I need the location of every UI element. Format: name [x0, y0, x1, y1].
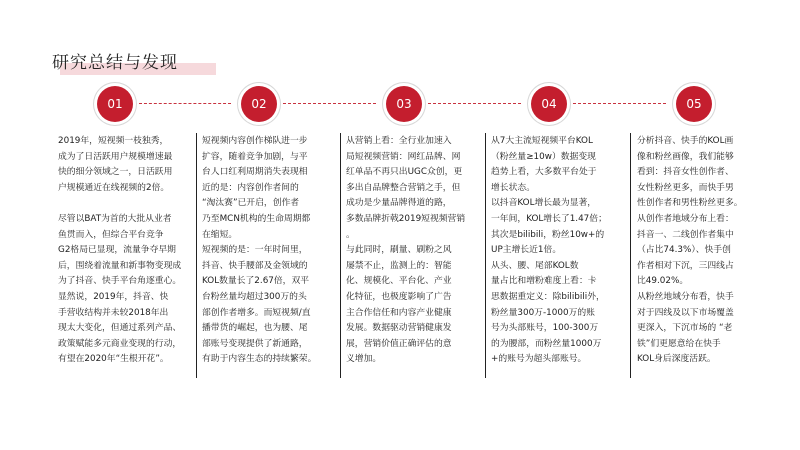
page-title: 研究总结与发现	[52, 53, 178, 73]
timeline-connector	[573, 103, 666, 104]
timeline-connector	[428, 103, 521, 104]
timeline-connector	[139, 103, 231, 104]
step-badge-05: 05	[676, 86, 712, 122]
step-02-text: 短视频内容创作梯队进一步 扩容，随着竞争加剧，与平 台人口红利周期消失表现相 近的是：内容创作者间的 “淘汰赛”已开启，创作者 乃至MCN机构的生命周期都 在缩短。 短视频的是：一年时间里， 抖音、快手腰部及金领域的 KOL数量长了2.67倍，双平 台粉丝量均超过300万的头 部创作者增多。而短视频/直 播带货的崛起，也为腰、尾 部账号变现提供了新通路， 有助于内容生态的持续繁荣。	[202, 136, 317, 365]
step-05-text: 分析抖音、快手的KOL画 像和粉丝画像，我们能够 看到：抖音女性创作者、 女性粉丝更多，而快手男 性创作者和男性粉丝更多。 从创作者地域分布上看： 抖音一、二线创作者集中 （占比74.3%）、快手创 作者相对下沉，三四线占 比49.02%。 从粉丝地域分布看，快手 对于四线及以下市场覆盖 更深入，下沉市场的 “老 铁”们更愿意给在快手 KOL身后深度活跃。	[637, 136, 743, 365]
step-03-text: 从营销上看：全行业加速入 局短视频营销：网红品牌、网 红单品不再只出UGC众创，更 多出自品牌整合营销之手，但 成功是少量品牌得道的路， 多数品牌折戟2019短视频营销 。 与此同时，刷量、刷粉之风 屡禁不止，监测上的：智能 化、规模化、平台化、产业 化特征，也极度影响了广告 主合作信任和内容产业健康 发展。数据驱动营销健康发 展，营销价值正确评估的意 义增加。	[346, 136, 466, 365]
column-divider	[630, 133, 631, 378]
step-04-text: 从7大主流短视频平台KOL （粉丝量≥10w）数据变现 趋势上看，大多数平台处于 增长状态。 以抖音KOL增长最为显著， 一年间，KOL增长了1.47倍； 其次是bilibili，粉丝10w+的 UP主增长近1倍。 从头、腰、尾部KOL数 量占比和增粉难度上看：卡 思数据重定义：除bilibili外， 粉丝量300万-1000万的账 号为头部账号，100-300万 的为腰部，而粉丝量1000万 +的账号为超头部账号。	[491, 136, 607, 365]
step-badge-03: 03	[386, 86, 422, 122]
timeline-connector	[283, 103, 376, 104]
column-divider	[485, 133, 486, 378]
column-divider	[340, 133, 341, 378]
step-badge-01: 01	[97, 86, 133, 122]
column-divider	[196, 133, 197, 378]
title-block	[52, 48, 178, 73]
step-badge-02: 02	[241, 86, 277, 122]
step-01-text: 2019年，短视频一枝独秀， 成为了日活跃用户规模增速最 快的细分领域之一，日活跃用 户规模通近在线视频的2倍。 尽管以BAT为首的大批从业者 鱼贯而入，但综合平台竞争 G2格局已显现，流量争夺早期 后，围绕着流量和新事物变现成 为了抖音、快手平台角逐重心。 显然说，2019年，抖音、快 手营收结构并未较2018年出 现太大变化，但通过系列产品、 政策赋能多元商业变现的行动， 有望在2020年“生根开花”。	[58, 136, 182, 365]
step-timeline	[0, 84, 800, 124]
step-badge-04: 04	[531, 86, 567, 122]
